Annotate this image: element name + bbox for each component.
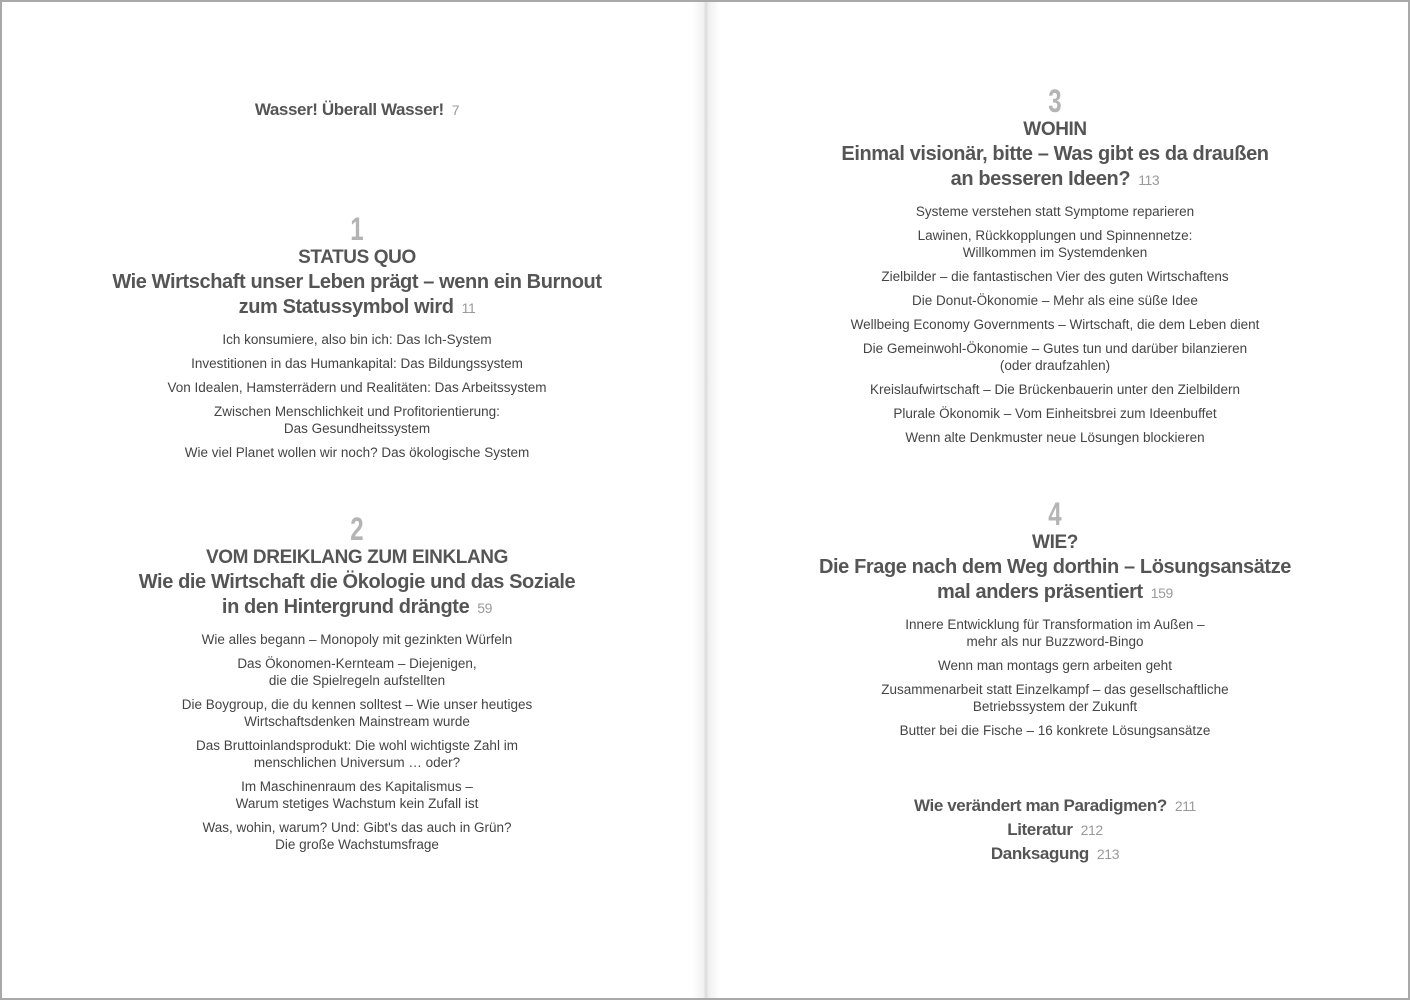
chapter-page-number: 11	[461, 300, 476, 316]
chapter-page-number: 159	[1150, 585, 1173, 601]
section-entry: Zielbilder – die fantastischen Vier des guten Wirtschaftens	[881, 269, 1229, 284]
chapter-kicker: WIE?	[1032, 532, 1078, 553]
section-entry: Investitionen in das Humankapital: Das Bildungssystem	[191, 356, 523, 371]
book-spread	[2, 2, 1408, 998]
endmatter-page-number: 213	[1096, 846, 1120, 862]
chapter-page-number: 59	[477, 600, 493, 616]
section-entry: Wie alles begann – Monopoly mit gezinkten Würfeln	[201, 632, 513, 647]
chapter-section-list	[706, 203, 1404, 446]
chapter-kicker: WOHIN	[1023, 119, 1087, 140]
left-page	[2, 2, 706, 998]
chapter-kicker: STATUS QUO	[298, 247, 416, 268]
chapter-title-line1: Wie die Wirtschaft die Ökologie und das Soziale	[138, 571, 576, 593]
chapter-section-list	[2, 331, 712, 461]
section-entry: Das Bruttoinlandsprodukt: Die wohl wichtigste Zahl im menschlichen Universum … oder?	[196, 738, 518, 770]
section-entry: Innere Entwicklung für Transformation im Außen – mehr als nur Buzzword-Bingo	[905, 617, 1205, 649]
chapter-kicker: VOM DREIKLANG ZUM EINKLANG	[205, 547, 509, 568]
chapter-section-list	[706, 616, 1404, 739]
endmatter-entry	[706, 842, 1404, 866]
section-entry: Plurale Ökonomik – Vom Einheitsbrei zum Ideenbuffet	[893, 406, 1217, 421]
chapter-number: 1	[350, 211, 364, 247]
section-entry: Im Maschinenraum des Kapitalismus – Warum stetiges Wachstum kein Zufall ist	[235, 779, 479, 811]
section-entry: Zwischen Menschlichkeit und Profitorientierung: Das Gesundheitssystem	[214, 404, 500, 436]
page-gutter-shadow	[692, 2, 720, 998]
section-entry: Wenn man montags gern arbeiten geht	[938, 658, 1172, 673]
chapter-title-line1: Einmal visionär, bitte – Was gibt es da draußen	[841, 143, 1269, 165]
toc-endmatter	[706, 794, 1404, 866]
endmatter-entry	[706, 818, 1404, 842]
intro-page-number: 7	[451, 102, 460, 118]
section-entry: Die Boygroup, die du kennen solltest – Wie unser heutiges Wirtschaftsdenken Mainstream wurde	[181, 697, 533, 729]
chapter-title-line2: mal anders präsentiert	[937, 581, 1143, 603]
section-entry: Butter bei die Fische – 16 konkrete Lösungsansätze	[899, 723, 1211, 738]
section-entry: Die Gemeinwohl-Ökonomie – Gutes tun und darüber bilanzieren (oder draufzahlen)	[862, 341, 1248, 373]
toc-intro-entry	[2, 100, 712, 120]
endmatter-page-number: 212	[1080, 822, 1103, 838]
chapter-title-line1: Die Frage nach dem Weg dorthin – Lösungsansätze	[818, 556, 1292, 578]
chapter-1	[2, 212, 712, 468]
chapter-number: 2	[350, 511, 364, 547]
endmatter-page-number: 211	[1174, 798, 1196, 814]
chapter-section-list	[2, 631, 712, 853]
section-entry: Was, wohin, warum? Und: Gibt's das auch in Grün? Die große Wachstumsfrage	[202, 820, 512, 852]
chapter-4	[706, 497, 1404, 746]
chapter-3	[706, 84, 1404, 453]
chapter-title-line2: zum Statussymbol wird	[238, 296, 454, 318]
endmatter-title: Danksagung	[990, 844, 1089, 863]
endmatter-entry	[706, 794, 1404, 818]
chapter-title-line2: an besseren Ideen?	[950, 168, 1131, 190]
chapter-number: 3	[1048, 83, 1062, 119]
section-entry: Wellbeing Economy Governments – Wirtschaft, die dem Leben dient	[850, 317, 1260, 332]
chapter-title-line1: Wie Wirtschaft unser Leben prägt – wenn ein Burnout	[112, 271, 602, 293]
right-page	[706, 2, 1408, 998]
section-entry: Zusammenarbeit statt Einzelkampf – das gesellschaftliche Betriebssystem der Zukunft	[881, 682, 1229, 714]
chapter-page-number: 113	[1138, 172, 1160, 188]
section-entry: Lawinen, Rückkopplungen und Spinnennetze: Willkommen im Systemdenken	[917, 228, 1193, 260]
section-entry: Wenn alte Denkmuster neue Lösungen blockieren	[905, 430, 1205, 445]
section-entry: Ich konsumiere, also bin ich: Das Ich-System	[222, 332, 492, 347]
section-entry: Wie viel Planet wollen wir noch? Das ökologische System	[184, 445, 530, 460]
intro-title: Wasser! Überall Wasser!	[254, 100, 444, 119]
chapter-2	[2, 512, 712, 860]
chapter-number: 4	[1048, 496, 1062, 532]
chapter-title-line2: in den Hintergrund drängte	[221, 596, 470, 618]
section-entry: Kreislaufwirtschaft – Die Brückenbauerin unter den Zielbildern	[870, 382, 1240, 397]
section-entry: Die Donut-Ökonomie – Mehr als eine süße Idee	[912, 293, 1198, 308]
endmatter-title: Literatur	[1007, 820, 1073, 839]
section-entry: Systeme verstehen statt Symptome reparieren	[915, 204, 1195, 219]
endmatter-title: Wie verändert man Paradigmen?	[914, 796, 1167, 815]
section-entry: Das Ökonomen-Kernteam – Diejenigen, die die Spielregeln aufstellten	[237, 656, 477, 688]
section-entry: Von Idealen, Hamsterrädern und Realitäten: Das Arbeitssystem	[167, 380, 547, 395]
